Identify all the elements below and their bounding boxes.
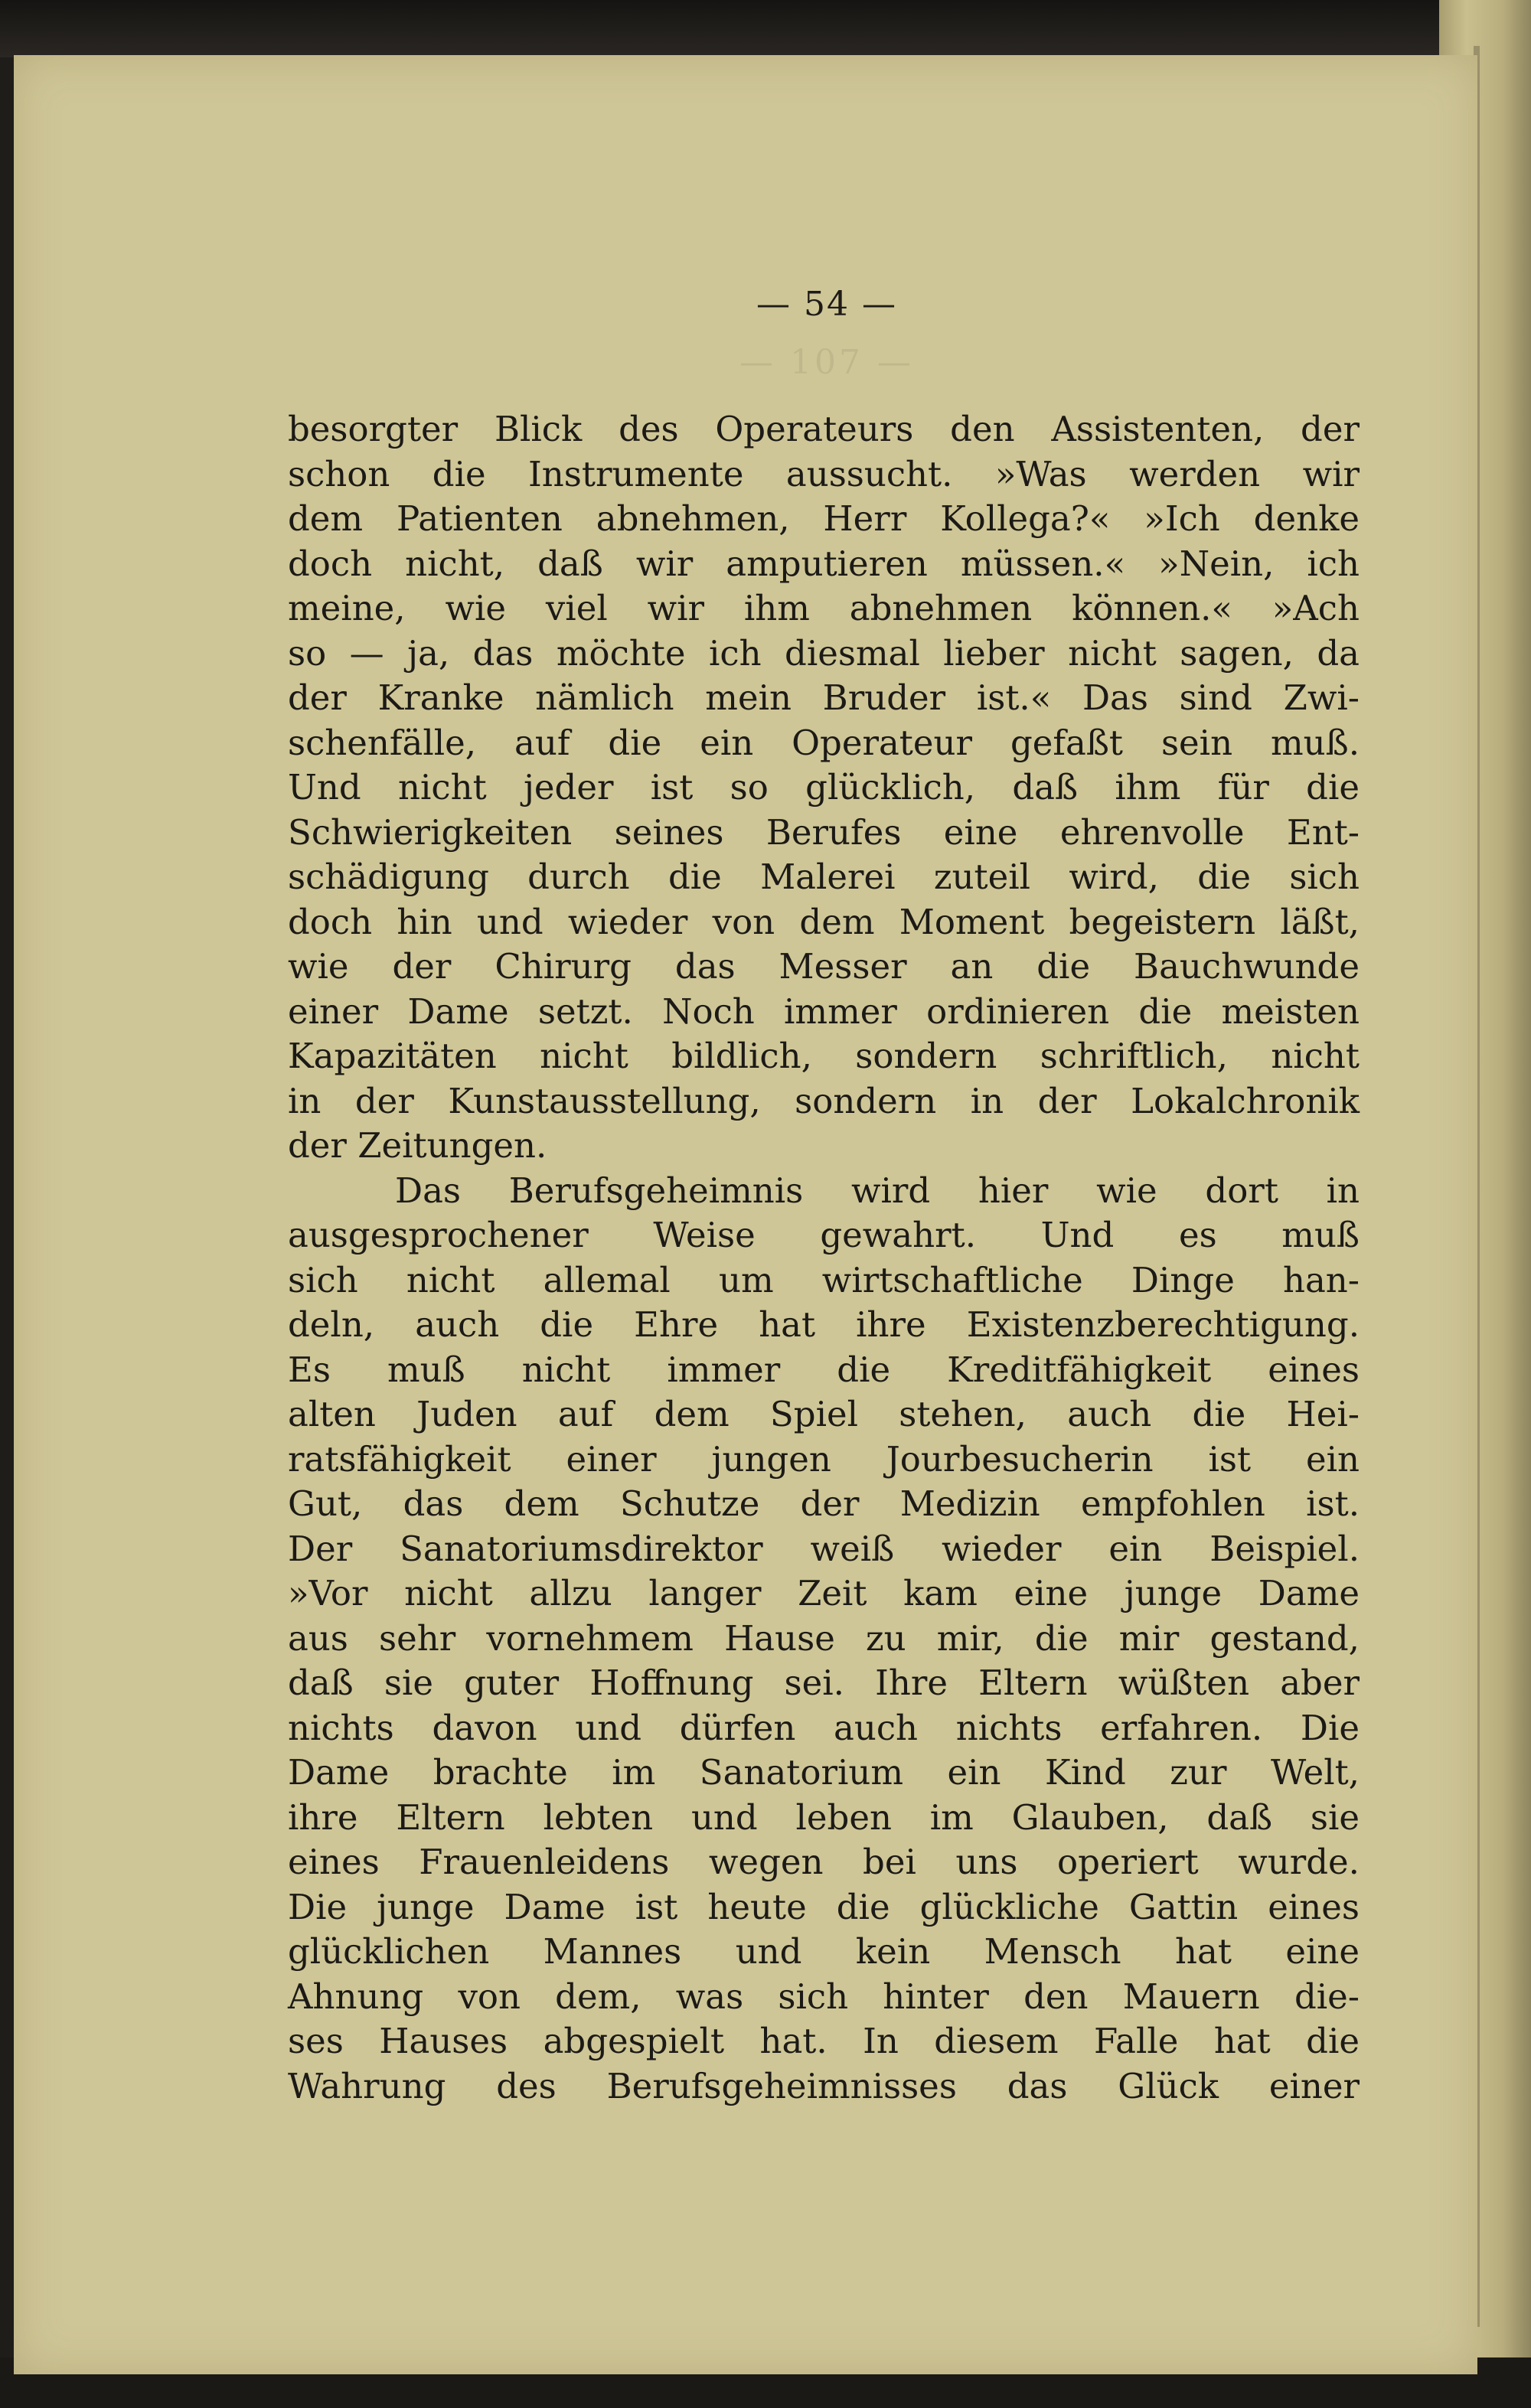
text-line: Die junge Dame ist heute die glückliche Gattin eines [288, 1886, 1360, 1927]
text-line: alten Juden auf dem Spiel stehen, auch die Hei- [288, 1394, 1360, 1434]
text-line: schon die Instrumente aussucht. »Was werden wir [288, 453, 1360, 494]
text-line: Dame brachte im Sanatorium ein Kind zur Welt, [288, 1752, 1360, 1793]
text-line: ratsfähigkeit einer jungen Jourbesucherin ist ein [288, 1438, 1360, 1480]
paragraph-end-line: der Zeitungen. [288, 1125, 547, 1166]
text-line: Gut, das dem Schutze der Medizin empfohlen ist. [288, 1483, 1360, 1524]
body-text [288, 407, 1360, 2109]
text-line: Wahrung des Berufsgeheimnisses das Glück einer [288, 2065, 1360, 2106]
text-line: wie der Chirurg das Messer an die Bauchwunde [288, 946, 1360, 987]
text-line: daß sie guter Hoffnung sei. Ihre Eltern wüßten aber [288, 1662, 1360, 1703]
page-number: — 54 — [756, 285, 897, 324]
paragraph-start-line: Das Berufsgeheimnis wird hier wie dort in [395, 1170, 1360, 1211]
text-line: »Vor nicht allzu langer Zeit kam eine junge Dame [288, 1573, 1360, 1613]
text-line: glücklichen Mannes und kein Mensch hat eine [288, 1931, 1360, 1972]
text-line: so — ja, das möchte ich diesmal lieber nicht sagen, da [288, 632, 1360, 674]
text-line: besorgter Blick des Operateurs den Assistenten, der [288, 409, 1360, 449]
text-line: doch hin und wieder von dem Moment begeistern läßt, [288, 901, 1360, 942]
text-line: meine, wie viel wir ihm abnehmen können.« »Ach [288, 588, 1360, 628]
text-line: ausgesprochener Weise gewahrt. Und es muß [288, 1215, 1360, 1255]
show-through-page-number: — 107 — [739, 343, 914, 382]
text-line: sich nicht allemal um wirtschaftliche Dinge han- [288, 1259, 1360, 1300]
text-line: Schwierigkeiten seines Berufes eine ehrenvolle Ent- [288, 811, 1360, 853]
scan-background-top [0, 0, 1531, 57]
text-line: ses Hauses abgespielt hat. In diesem Falle hat die [288, 2021, 1360, 2061]
text-line: Kapazitäten nicht bildlich, sondern schriftlich, nicht [288, 1036, 1360, 1076]
text-line: ihre Eltern lebten und leben im Glauben, daß sie [288, 1796, 1360, 1838]
text-line: in der Kunstausstellung, sondern in der Lokalchronik [288, 1080, 1360, 1121]
text-line: dem Patienten abnehmen, Herr Kollega?« »Ich denke [288, 498, 1360, 539]
text-line: einer Dame setzt. Noch immer ordinieren die meisten [288, 990, 1360, 1032]
text-line: Und nicht jeder ist so glücklich, daß ihm für die [288, 767, 1360, 808]
text-line: deln, auch die Ehre hat ihre Existenzberechtigung. [288, 1304, 1360, 1345]
text-line: Es muß nicht immer die Kreditfähigkeit eines [288, 1349, 1360, 1390]
text-line: nichts davon und dürfen auch nichts erfahren. Die [288, 1707, 1360, 1748]
text-line: doch nicht, daß wir amputieren müssen.« »Nein, ich [288, 543, 1360, 584]
text-line: Der Sanatoriumsdirektor weiß wieder ein Beispiel. [288, 1528, 1360, 1569]
text-line: eines Frauenleidens wegen bei uns operiert wurde. [288, 1842, 1360, 1882]
text-line: der Kranke nämlich mein Bruder ist.« Das sind Zwi- [288, 677, 1360, 718]
text-line: aus sehr vornehmem Hause zu mir, die mir gestand, [288, 1617, 1360, 1659]
text-line: schenfälle, auf die ein Operateur gefaßt sein muß. [288, 722, 1360, 763]
text-line: schädigung durch die Malerei zuteil wird, die sich [288, 857, 1360, 897]
text-line: Ahnung von dem, was sich hinter den Mauern die- [288, 1976, 1360, 2017]
